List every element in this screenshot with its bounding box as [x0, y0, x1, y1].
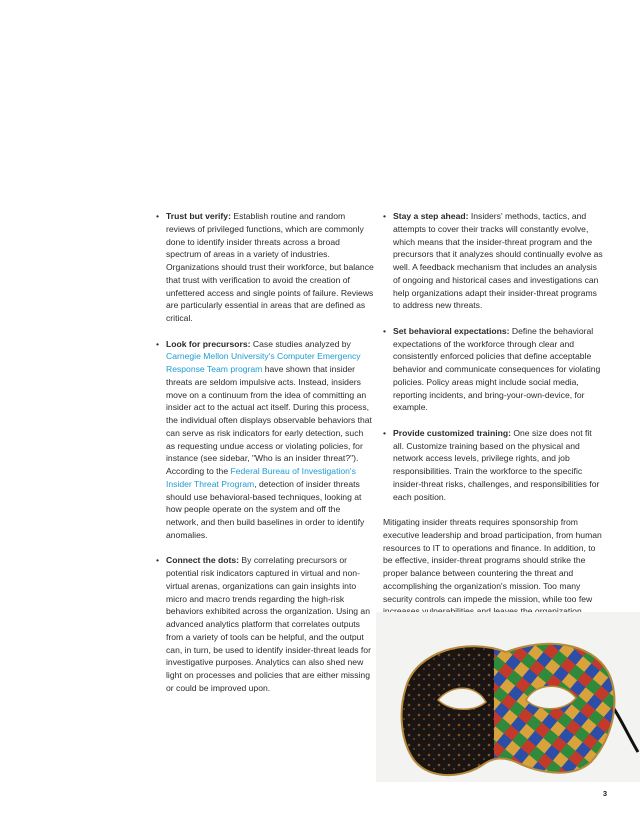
- bullet-dot: •: [156, 211, 160, 221]
- bullet-text: By correlating precursors or potential risk indicators captured in virtual and non-virtual arenas, organizations can gain insights into micro and macro trends regarding the high-risk behaviors exhibited across the organization. Using an advanced analytics platform that correlates outputs from a variety of tools can be helpful, and the output can, in turn, be used to identify insider-threat leads for investigative purposes. Analytics can also shed new light on processes and policies that are either missing or could be improved upon.: [166, 555, 371, 693]
- fbi-program-link[interactable]: Federal Bureau of Investigation's Insider Threat Program: [166, 466, 356, 489]
- bullet-lead: Stay a step ahead:: [393, 211, 469, 221]
- bullet-connect-the-dots: [156, 554, 374, 694]
- bullet-trust-but-verify: [156, 210, 374, 325]
- bullet-text: have shown that insider threats are seldom impulsive acts. Instead, insiders move on a continuum from the idea of committing an insider act to the actual act itself. During this process, the individual often displays observable behaviors that can serve as risk indicators for early detection, such as requesting undue access or violating policies, for instance (see sidebar, "Who is an insider threat?"). According to the: [166, 364, 372, 476]
- left-column: [156, 210, 374, 707]
- page-number: 3: [602, 789, 607, 798]
- bullet-text: Case studies analyzed by: [250, 338, 351, 349]
- bullet-dot: •: [383, 325, 387, 336]
- bullet-dot: •: [156, 338, 160, 349]
- closing-paragraph: Mitigating insider threats requires sponsorship from executive leadership and broad participation, from human resources to IT to operations and finance. In addition, to be effective, insider-threat programs should strike the proper balance between countering the threat and accomplishing the organization's mission. Too many security controls can impede the mission, while too few: [383, 517, 602, 604]
- right-column: [383, 210, 605, 631]
- bullet-dot: •: [156, 555, 160, 566]
- bullet-provide-customized-training: [383, 427, 605, 504]
- bullet-text: Establish routine and random reviews of privileged functions, which are commonly done to identify insider threats across a broad spectrum of areas in a variety of industries. Organizations should trust their workforce, but balance that trust with verification to avoid the creation of unfettered access and single points of failure. Reviews are particularly essential in areas that are defined as critical.: [166, 211, 374, 323]
- bullet-lead: Trust but verify:: [166, 211, 231, 221]
- masquerade-mask-icon: [376, 612, 640, 782]
- cert-program-link[interactable]: Carnegie Mellon University's Computer Emergency Response Team program: [166, 351, 361, 374]
- bullet-dot: •: [383, 211, 387, 221]
- bullet-text: , detection of insider threats should use behavioral-based techniques, looking at how people operate on the system and off the network, and then build baselines in order to identify anomalies.: [166, 478, 365, 540]
- bullet-text: One size does not fit all. Customize training based on the physical and network access levels, privilege rights, and job responsibilities. Train the workforce to the specific insider-threat risks, challenges, and responsibilities for each position.: [393, 427, 600, 502]
- bullet-text: Insiders' methods, tactics, and attempts to cover their tracks will constantly evolve, which means that the insider-threat program and the precursors that it analyzes should continually evolve as well. A feedback mechanism that includes an analysis of ongoing and historical cases and investigations can help organizations adapt their insider-threat programs to address new threats.: [393, 211, 603, 311]
- bullet-dot: •: [383, 427, 387, 438]
- bullet-lead: Connect the dots:: [166, 555, 240, 566]
- bullet-look-for-precursors: [156, 338, 374, 542]
- bullet-set-behavioral-expectations: [383, 325, 605, 414]
- bullet-lead: Look for precursors:: [166, 338, 251, 349]
- bullet-lead: Set behavioral expectations:: [393, 325, 510, 336]
- bullet-text: Define the behavioral expectations of the workforce through clear and consistently enforced policies that define acceptable behavior and communicate consequences for violating policies. Policy areas might include social media, reporting incidents, and bring-your-own-device, for example.: [393, 325, 601, 413]
- bullet-lead: Provide customized training:: [393, 427, 511, 438]
- bullet-stay-a-step-ahead: [383, 210, 605, 312]
- masquerade-mask-image: [376, 612, 640, 782]
